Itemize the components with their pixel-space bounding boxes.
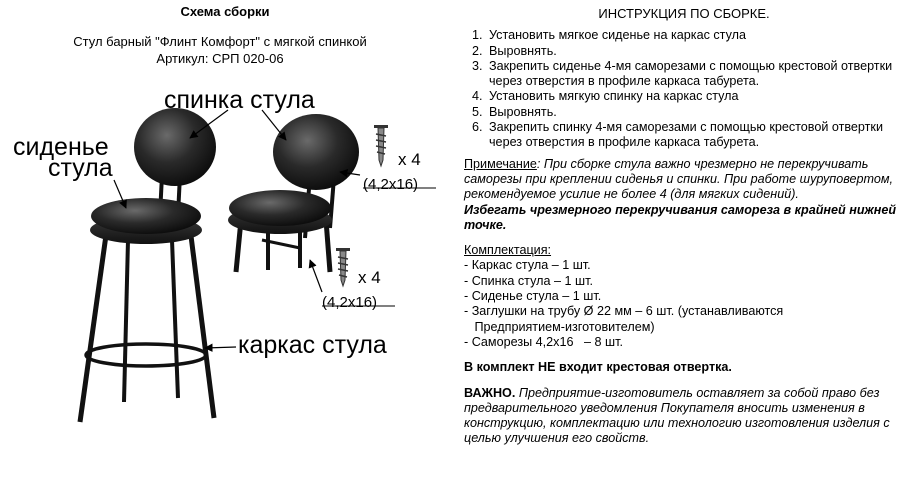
instructions-title: ИНСТРУКЦИЯ ПО СБОРКЕ. [598,6,770,21]
note-block [464,157,904,203]
note-text: : При сборке стула важно чрезмерно не перекручивать саморезы при креплении сиденья и спинки. При работе шуруповертом, рекомендуемое усилие не более 4 (для мягких сидений). [464,156,894,202]
label-seat-line2: стула [48,154,113,182]
screw-quantity: x 4 [358,268,381,287]
step-item: 5. Выровнять. [486,105,904,120]
kit-list [464,258,904,350]
kit-item: - Сиденье стула – 1 шт. [464,289,602,304]
important-label: ВАЖНО. [464,385,516,400]
label-frame: каркас стула [238,331,387,359]
kit-item: - Саморезы 4,2х16 – 8 шт. [464,334,623,349]
step-item: 2. Выровнять. [486,44,904,59]
screw-icon [336,248,350,286]
kit-item: - Заглушки на трубу Ø 22 мм – 6 шт. (устанавливаются [464,304,784,319]
product-name: Стул барный "Флинт Комфорт" с мягкой спинкой [73,34,367,49]
screw-size: (4,2x16) [322,294,378,311]
kit-item: Предприятием-изготовителем) [464,319,655,334]
label-seat-line1: сиденье [13,133,109,161]
article-number: Артикул: СРП 020-06 [156,51,284,66]
screw-size: (4,2x16) [363,176,419,193]
step-item: 3. Закрепить сиденье 4-мя саморезами с помощью крестовой отвертки через отверстия в профиле каркаса табурета. [486,59,904,90]
step-item: 6. Закрепить спинку 4-мя саморезами с помощью крестовой отвертки через отверстия в профиле каркаса табурета. [486,120,904,151]
steps-list [464,28,904,150]
instructions-panel [464,6,904,447]
not-included-note: В комплект НЕ входит крестовая отвертка. [464,360,732,375]
important-block [464,386,904,447]
screw-icon [374,125,388,166]
important-text: Предприятие-изготовитель оставляет за собой право без предварительного уведомления Покупателя вносить изменения в конструкцию, комплектацию или технологию изготовления изделия с целью улучшения его свойств. [464,385,890,446]
kit-item: - Спинка стула – 1 шт. [464,273,593,288]
step-item: 1. Установить мягкое сиденье на каркас стула [486,28,904,43]
kit-label: Комплектация: [464,243,552,258]
note-warning: Избегать чрезмерного перекручивания самореза в крайней нижней точке. [464,202,897,232]
page-title: Схема сборки [180,4,270,19]
label-backrest: спинка стула [164,86,315,114]
note-label: Примечание [464,156,537,171]
screw-quantity: x 4 [398,150,421,169]
step-item: 4. Установить мягкую спинку на каркас стула [486,89,904,104]
kit-item: - Каркас стула – 1 шт. [464,258,591,273]
